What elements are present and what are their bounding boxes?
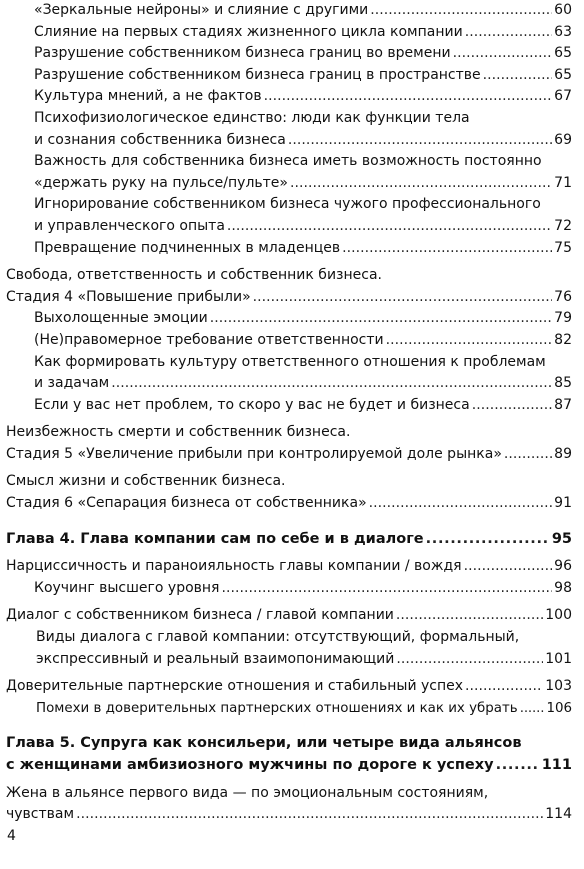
page-number: 4	[7, 828, 16, 844]
toc-section-line: Жена в альянсе первого вида — по эмоциональным состояниям,	[6, 784, 489, 801]
toc-chapter: Глава 4. Глава компании сам по себе и в диалоге . . . 95	[6, 529, 572, 551]
toc-entry: Разрушение собственником бизнеса границ во времени . . . 65	[6, 43, 572, 65]
toc-entry-line: Психофизиологическое единство: люди как функции тела	[34, 109, 470, 126]
toc-section: чувствам . . . 114	[6, 804, 572, 826]
toc-entry: Выхолощенные эмоции . . . 79	[6, 308, 572, 330]
toc-entry: и управленческого опыта . . . 72	[6, 216, 572, 238]
toc-entry-line: Как формировать культуру ответственного отношения к проблемам	[34, 353, 546, 370]
toc-entry: (Не)правомерное требование ответственности . . . 82	[6, 330, 572, 352]
toc-entry: Если у вас нет проблем, то скоро у вас не будет и бизнеса . . . 87	[6, 395, 572, 417]
toc-section-line: Неизбежность смерти и собственник бизнеса.	[6, 424, 351, 441]
toc-entry: Превращение подчиненных в младенцев . . . 75	[6, 238, 572, 260]
toc-entry: «Зеркальные нейроны» и слияние с другими . . . 60	[6, 0, 572, 22]
toc-entry: Культура мнений, а не фактов . . . 67	[6, 86, 572, 108]
table-of-contents	[6, 0, 572, 826]
toc-section: Нарциссичность и параноияльность главы компании / вождя . . . 96	[6, 556, 572, 578]
toc-section: Стадия 5 «Увеличение прибыли при контролируемой доле рынка» . . . 89	[6, 444, 572, 466]
toc-section-line: Смысл жизни и собственник бизнеса.	[6, 473, 286, 490]
toc-entry: Коучинг высшего уровня . . . 98	[6, 578, 572, 600]
toc-chapter: с женщинами амбизиозного мужчины по дороге к успеху . . . 111	[6, 755, 572, 777]
toc-section: Стадия 4 «Повышение прибыли» . . . 76	[6, 287, 572, 309]
toc-entry-line: Важность для собственника бизнеса иметь возможность постоянно	[34, 153, 542, 170]
toc-chapter-line: Глава 5. Супруга как консильери, или четыре вида альянсов	[6, 735, 522, 752]
toc-entry: и задачам . . . 85	[6, 373, 572, 395]
toc-section: Доверительные партнерские отношения и стабильный успех . . . 103	[6, 676, 572, 698]
toc-entry: экспрессивный и реальный взаимопонимающий . . . 101	[6, 649, 572, 671]
toc-entry: «держать руку на пульсе/пульте» . . . 71	[6, 173, 572, 195]
toc-section-line: Свобода, ответственность и собственник бизнеса.	[6, 267, 382, 284]
toc-section: Диалог с собственником бизнеса / главой компании . . . 100	[6, 605, 572, 627]
toc-entry-line: Виды диалога с главой компании: отсутствующий, формальный,	[36, 629, 520, 646]
toc-entry: Помехи в доверительных партнерских отношениях и как их убрать . . . 106	[6, 698, 572, 720]
toc-entry-line: Игнорирование собственником бизнеса чужого профессионального	[34, 196, 541, 213]
toc-entry: Разрушение собственником бизнеса границ в пространстве . . . 65	[6, 65, 572, 87]
toc-entry: и сознания собственника бизнеса . . . 69	[6, 130, 572, 152]
toc-section: Стадия 6 «Сепарация бизнеса от собственника» . . . 91	[6, 493, 572, 515]
toc-entry: Слияние на первых стадиях жизненного цикла компании . . . 63	[6, 22, 572, 44]
